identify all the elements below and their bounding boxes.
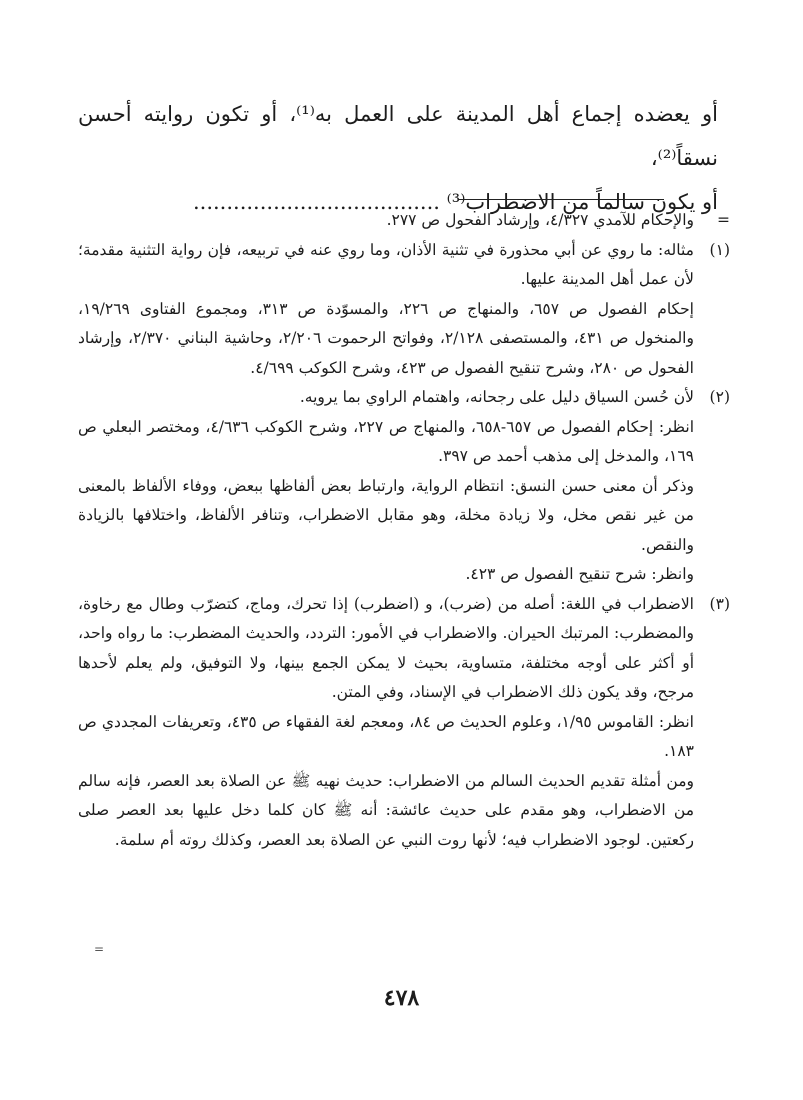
footnote-3 bbox=[78, 590, 728, 856]
main-text-line-2: أو يكون سالماً من الاضطراب⁽³⁾ ..................................... bbox=[192, 190, 718, 214]
footnote-text: والإحكام للآمدي ٤/٣٢٧، وإرشاد الفحول ص ٢٧٧. bbox=[386, 211, 694, 229]
footnote-text: لأن حُسن السياق دليل على رجحانه، واهتمام الراوي بما يرويه. bbox=[299, 388, 694, 406]
footnote-marker: (١) bbox=[709, 240, 730, 259]
footnote-2 bbox=[78, 383, 728, 590]
main-text bbox=[78, 92, 718, 224]
footnote-text: ومن أمثلة تقديم الحديث السالم من الاضطراب: حديث نهيه ﷺ عن الصلاة بعد العصر، فإنه سالم من الاضطراب، وهو مقدم على حديث عائشة: أنه ﷺ كان كلما دخل عليها بعد العصر صلى ركعتين. لوجود الاضطراب فيه؛ لأنها روت النبي عن الصلاة بعد العصر، وكذلك روته أم سلمة. bbox=[78, 771, 694, 849]
footnote-marker: (٢) bbox=[709, 388, 730, 406]
continuation-mark: = bbox=[94, 942, 105, 956]
footnote-marker: = bbox=[717, 211, 730, 229]
footnote-references: انظر: القاموس ١/٩٥، وعلوم الحديث ص ٨٤، ومعجم لغة الفقهاء ص ٤٣٥، وتعريفات المجددي ص ١٨٣. bbox=[78, 712, 694, 760]
footnote-text: وذكر أن معنى حسن النسق: انتظام الرواية، وارتباط بعض ألفاظها ببعض، ووفاء الألفاظ بالمعنى من غير نقص مخل، ولا زيادة مخلة، وهو مقابل الاضطراب، وتنافر الألفاظ، واختلافها بالزيادة والنقص. bbox=[78, 476, 694, 554]
footnote-text: الاضطراب في اللغة: أصله من (ضرب)، و (اضطرب) إذا تحرك، وماج، كتضرّب وطال مع رخاوة، والمضطرب: المرتبك الحيران. والاضطراب في الأمور: التردد، والحديث المضطرب: ما رواه واحد، أو أكثر على أوجه مختلفة، متساوية، بحيث لا يمكن الجمع بينها، ولا التوفيق، ولم يعلم لأحدها مرجح، وقد يكون ذلك الاضطراب في الإسناد، وفي المتن. bbox=[78, 594, 694, 701]
main-text-line-1: أو يعضده إجماع أهل المدينة على العمل به⁽¹⁾، أو تكون روايته أحسن نسقاً⁽²⁾، bbox=[78, 102, 719, 170]
page-number: ٤٧٨ bbox=[383, 985, 420, 1011]
footnote-separator bbox=[458, 199, 664, 200]
footnote-references: انظر: إحكام الفصول ص ٦٥٧-٦٥٨، والمنهاج ص ٢٢٧، وشرح الكوكب ٤/٦٣٦، ومختصر البعلي ص ١٦٩، والمدخل إلى مذهب أحمد ص ٣٩٧. bbox=[78, 417, 694, 465]
footnote-references: إحكام الفصول ص ٦٥٧، والمنهاج ص ٢٢٦، والمسوّدة ص ٣١٣، ومجموع الفتاوى ١٩/٢٦٩، والمنخول ص ٤٣١، والمستصفى ٢/١٢٨، وفواتح الرحموت ٢/٢٠٦، وحاشية البناني ٢/٣٧٠، وإرشاد الفحول ص ٢٨٠، وشرح تنقيح الفصول ص ٤٢٣، وشرح الكوكب ٤/٦٩٩. bbox=[78, 299, 694, 377]
footnote-1 bbox=[78, 236, 728, 384]
footnote-references: وانظر: شرح تنقيح الفصول ص ٤٢٣. bbox=[465, 565, 694, 583]
footnote-continued bbox=[78, 206, 728, 236]
footnotes bbox=[78, 206, 728, 855]
footnote-text: مثاله: ما روي عن أبي محذورة في تثنية الأذان، وما روي عنه في تربيعه، فإن رواية التثنية مقدمة؛ لأن عمل أهل المدينة عليها. bbox=[78, 240, 694, 288]
footnote-marker: (٣) bbox=[709, 594, 730, 613]
